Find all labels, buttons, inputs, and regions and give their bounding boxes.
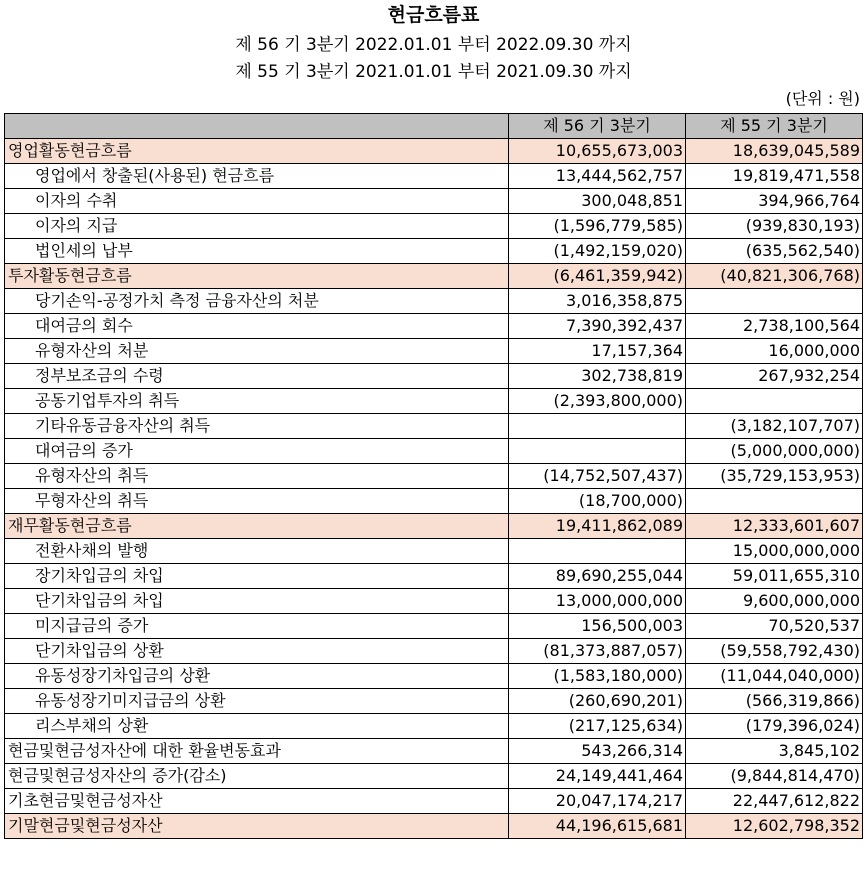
current-period-value: (1,596,779,585): [509, 214, 686, 239]
row-label: 대여금의 회수: [5, 314, 509, 339]
current-period-value: 13,444,562,757: [509, 164, 686, 189]
prior-period-value: 18,639,045,589: [686, 139, 863, 164]
current-period-value: (6,461,359,942): [509, 264, 686, 289]
current-period-value: [509, 439, 686, 464]
table-row: [5, 539, 863, 564]
prior-period-value: 22,447,612,822: [686, 789, 863, 814]
current-period-value: 13,000,000,000: [509, 589, 686, 614]
row-label: 단기차입금의 상환: [5, 639, 509, 664]
table-row: [5, 814, 863, 839]
prior-period-value: (3,182,107,707): [686, 414, 863, 439]
table-row: [5, 714, 863, 739]
row-label: 무형자산의 취득: [5, 489, 509, 514]
row-label: 전환사채의 발행: [5, 539, 509, 564]
prior-period-value: (35,729,153,953): [686, 464, 863, 489]
current-period-value: (14,752,507,437): [509, 464, 686, 489]
prior-period-value: 15,000,000,000: [686, 539, 863, 564]
prior-period-value: (9,844,814,470): [686, 764, 863, 789]
row-label: 법인세의 납부: [5, 239, 509, 264]
table-row: [5, 439, 863, 464]
row-label: 이자의 수취: [5, 189, 509, 214]
row-label: 유형자산의 취득: [5, 464, 509, 489]
current-period-value: 156,500,003: [509, 614, 686, 639]
current-period-value: 302,738,819: [509, 364, 686, 389]
row-label: 현금및현금성자산에 대한 환율변동효과: [5, 739, 509, 764]
cash-flow-table: [4, 113, 863, 839]
table-row: [5, 239, 863, 264]
current-period-value: (1,492,159,020): [509, 239, 686, 264]
row-label: 유동성장기차입금의 상환: [5, 664, 509, 689]
prior-period-value: [686, 489, 863, 514]
current-period-value: 17,157,364: [509, 339, 686, 364]
prior-period-value: (5,000,000,000): [686, 439, 863, 464]
current-period-value: 300,048,851: [509, 189, 686, 214]
table-row: [5, 339, 863, 364]
header-label-column: [5, 114, 509, 139]
row-label: 재무활동현금흐름: [5, 514, 509, 539]
table-row: [5, 289, 863, 314]
current-period-value: 10,655,673,003: [509, 139, 686, 164]
row-label: 장기차입금의 차입: [5, 564, 509, 589]
row-label: 현금및현금성자산의 증가(감소): [5, 764, 509, 789]
row-label: 미지급금의 증가: [5, 614, 509, 639]
table-row: [5, 564, 863, 589]
period-current: 제 56 기 3분기 2022.01.01 부터 2022.09.30 까지: [235, 35, 632, 55]
row-label: 단기차입금의 차입: [5, 589, 509, 614]
current-period-value: (81,373,887,057): [509, 639, 686, 664]
table-row: [5, 689, 863, 714]
prior-period-value: (40,821,306,768): [686, 264, 863, 289]
prior-period-value: [686, 289, 863, 314]
table-row: [5, 164, 863, 189]
prior-period-value: (635,562,540): [686, 239, 863, 264]
prior-period-value: (939,830,193): [686, 214, 863, 239]
prior-period-value: (59,558,792,430): [686, 639, 863, 664]
current-period-value: 20,047,174,217: [509, 789, 686, 814]
prior-period-value: 267,932,254: [686, 364, 863, 389]
prior-period-value: 12,602,798,352: [686, 814, 863, 839]
current-period-value: [509, 539, 686, 564]
prior-period-value: 19,819,471,558: [686, 164, 863, 189]
prior-period-value: [686, 389, 863, 414]
document-title: 현금흐름표: [387, 4, 480, 26]
table-row: [5, 389, 863, 414]
header-current-period: 제 56 기 3분기: [509, 114, 686, 139]
current-period-value: (217,125,634): [509, 714, 686, 739]
table-row: [5, 789, 863, 814]
current-period-value: (2,393,800,000): [509, 389, 686, 414]
table-row: [5, 314, 863, 339]
table-header-row: [5, 114, 863, 139]
current-period-value: 7,390,392,437: [509, 314, 686, 339]
table-row: [5, 464, 863, 489]
current-period-value: 3,016,358,875: [509, 289, 686, 314]
row-label: 공동기업투자의 취득: [5, 389, 509, 414]
unit-label: (단위 : 원): [785, 89, 860, 108]
prior-period-value: 59,011,655,310: [686, 564, 863, 589]
table-row: [5, 214, 863, 239]
table-row: [5, 614, 863, 639]
header-prior-period: 제 55 기 3분기: [686, 114, 863, 139]
row-label: 영업에서 창출된(사용된) 현금흐름: [5, 164, 509, 189]
prior-period-value: 16,000,000: [686, 339, 863, 364]
table-row: [5, 664, 863, 689]
table-row: [5, 264, 863, 289]
prior-period-value: 2,738,100,564: [686, 314, 863, 339]
table-row: [5, 189, 863, 214]
row-label: 투자활동현금흐름: [5, 264, 509, 289]
prior-period-value: 394,966,764: [686, 189, 863, 214]
prior-period-value: (11,044,040,000): [686, 664, 863, 689]
table-row: [5, 489, 863, 514]
prior-period-value: 12,333,601,607: [686, 514, 863, 539]
current-period-value: 44,196,615,681: [509, 814, 686, 839]
table-row: [5, 414, 863, 439]
prior-period-value: 70,520,537: [686, 614, 863, 639]
current-period-value: 543,266,314: [509, 739, 686, 764]
table-row: [5, 639, 863, 664]
row-label: 리스부채의 상환: [5, 714, 509, 739]
table-row: [5, 364, 863, 389]
row-label: 유동성장기미지급금의 상환: [5, 689, 509, 714]
table-row: [5, 764, 863, 789]
current-period-value: [509, 414, 686, 439]
row-label: 기말현금및현금성자산: [5, 814, 509, 839]
prior-period-value: (179,396,024): [686, 714, 863, 739]
prior-period-value: 3,845,102: [686, 739, 863, 764]
row-label: 기초현금및현금성자산: [5, 789, 509, 814]
current-period-value: 19,411,862,089: [509, 514, 686, 539]
prior-period-value: 9,600,000,000: [686, 589, 863, 614]
row-label: 영업활동현금흐름: [5, 139, 509, 164]
current-period-value: 24,149,441,464: [509, 764, 686, 789]
row-label: 대여금의 증가: [5, 439, 509, 464]
row-label: 정부보조금의 수령: [5, 364, 509, 389]
table-row: [5, 514, 863, 539]
current-period-value: (18,700,000): [509, 489, 686, 514]
table-row: [5, 589, 863, 614]
row-label: 기타유동금융자산의 취득: [5, 414, 509, 439]
table-body: [5, 139, 863, 839]
table-row: [5, 739, 863, 764]
current-period-value: (260,690,201): [509, 689, 686, 714]
row-label: 당기손익-공정가치 측정 금융자산의 처분: [5, 289, 509, 314]
row-label: 유형자산의 처분: [5, 339, 509, 364]
current-period-value: 89,690,255,044: [509, 564, 686, 589]
table-row: [5, 139, 863, 164]
current-period-value: (1,583,180,000): [509, 664, 686, 689]
prior-period-value: (566,319,866): [686, 689, 863, 714]
row-label: 이자의 지급: [5, 214, 509, 239]
period-prior: 제 55 기 3분기 2021.01.01 부터 2021.09.30 까지: [235, 62, 632, 82]
